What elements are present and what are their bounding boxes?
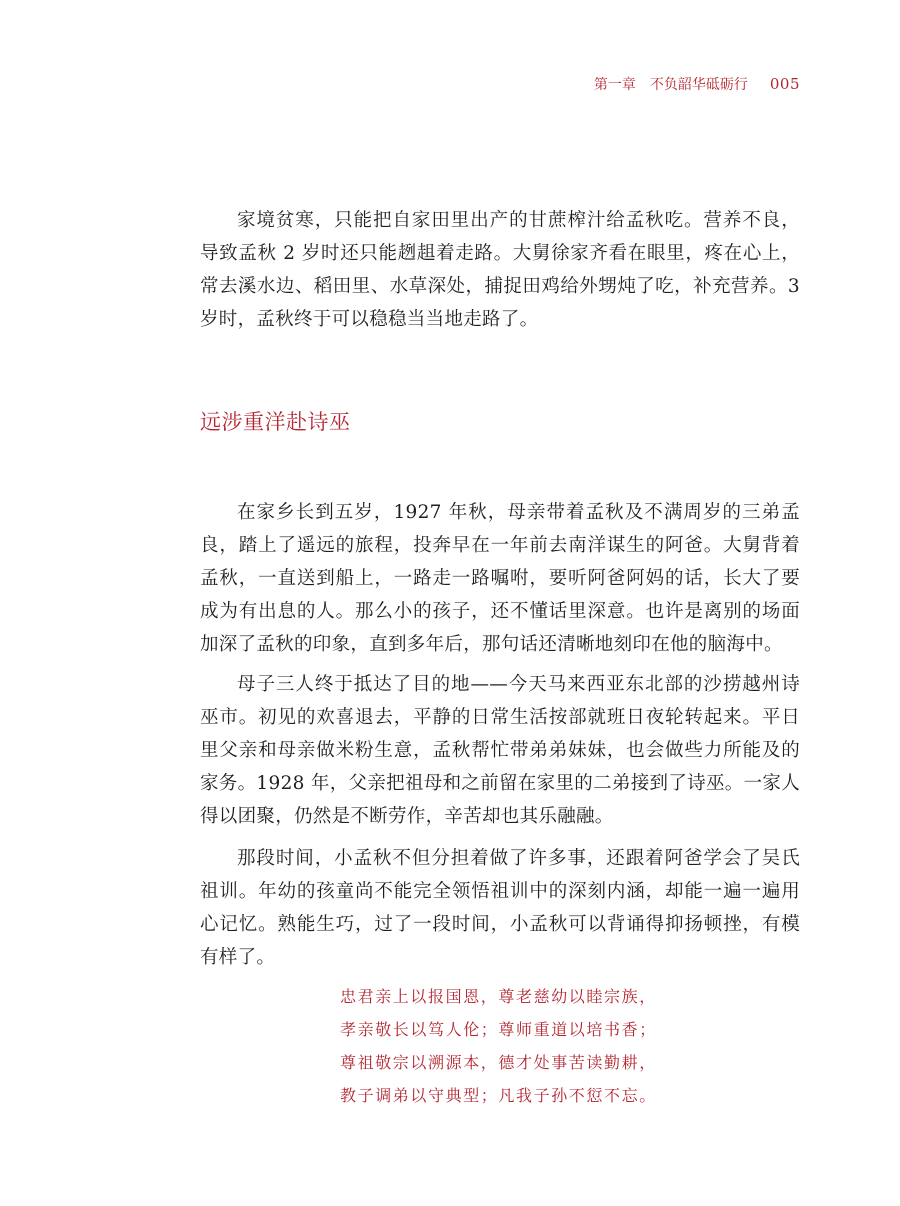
page-number: 005: [769, 75, 800, 93]
verse-line: 孝亲敬长以笃人伦；尊师重道以培书香；: [340, 1020, 657, 1039]
body-paragraph: 在家乡长到五岁，1927 年秋，母亲带着孟秋及不满周岁的三弟孟良，踏上了遥远的旅程，投奔早在一年前去南洋谋生的阿爸。大舅背着孟秋，一直送到船上，一路走一路嘱咐，要听阿爸阿妈的话，长大了要成为有出息的人。那么小的孩子，还不懂话里深意。也许是离别的场面加深了孟秋的印象，直到多年后，那句话还清晰地刻印在他的脑海中。: [200, 502, 800, 655]
running-header: [580, 74, 800, 94]
body-paragraph: 母子三人终于抵达了目的地——今天马来西亚东北部的沙捞越州诗巫市。初见的欢喜退去，平静的日常生活按部就班日夜轮转起来。平日里父亲和母亲做米粉生意，孟秋帮忙带弟弟妹妹，也会做些力所能及的家务。1928 年，父亲把祖母和之前留在家里的二弟接到了诗巫。一家人得以团聚，仍然是不断劳作，辛苦却也其乐融融。: [200, 674, 800, 827]
verse-line: 教子调弟以守典型；凡我子孙不愆不忘。: [340, 1086, 657, 1105]
verse-line: 尊祖敬宗以溯源本，德才处事苦读勤耕，: [340, 1053, 657, 1072]
body-paragraph: 家境贫寒，只能把自家田里出产的甘蔗榨汁给孟秋吃。营养不良，导致孟秋 2 岁时还只能趔趄着走路。大舅徐家齐看在眼里，疼在心上，常去溪水边、稻田里、水草深处，捕捉田鸡给外甥炖了吃，补充营养。3 岁时，孟秋终于可以稳稳当当地走路了。: [200, 210, 800, 330]
chapter-title: 第一章 不负韶华砥砺行: [593, 77, 748, 93]
section-title: 远涉重洋赴诗巫: [200, 410, 351, 434]
verse-line: 忠君亲上以报国恩，尊老慈幼以睦宗族，: [340, 987, 657, 1006]
body-paragraph: 那段时间，小孟秋不但分担着做了许多事，还跟着阿爸学会了吴氏祖训。年幼的孩童尚不能完全领悟祖训中的深刻内涵，却能一遍一遍用心记忆。熟能生巧，过了一段时间，小孟秋可以背诵得抑扬顿挫，有模有样了。: [200, 848, 800, 968]
ancestral-precepts-verse: [340, 980, 700, 1112]
